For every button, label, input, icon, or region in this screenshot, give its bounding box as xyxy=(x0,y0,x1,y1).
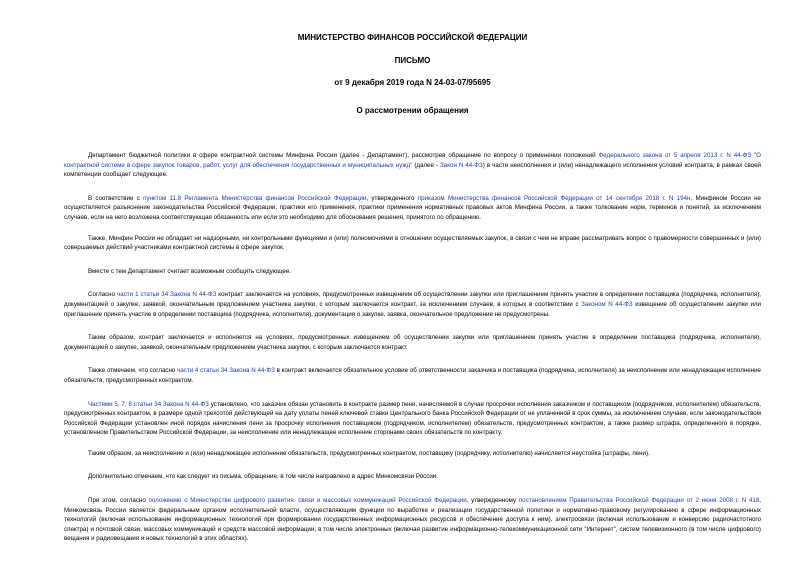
paragraph xyxy=(64,290,761,319)
legal-reference-link[interactable]: положению о Министерстве цифрового развития, связи и массовых коммуникаций Российской Федерации xyxy=(148,497,467,505)
paragraph-text: При этом, согласно xyxy=(88,497,149,505)
paragraph-text: Также, Минфин России не обладает ни надзорными, ни контрольными функциями и (или) полномочиями в отношении осуществляемых закупок, в связи с чем не вправе рассматривать вопрос о правомерности совершенных и (или) совершаемых действий участниками контрактной системы в сфере закупок. xyxy=(64,234,761,252)
paragraph-text: Дополнительно отмечаем, что как следует из письма, обращение, в том числе направлено в адрес Минкомсвязи России. xyxy=(88,473,438,481)
legal-reference-link[interactable]: Частями 5, 7, 8 статьи 34 Закона N 44-ФЗ xyxy=(88,400,209,408)
paragraph xyxy=(64,333,761,352)
paragraph-text: (далее - xyxy=(412,161,441,169)
paragraph xyxy=(64,151,761,180)
legal-reference-link[interactable]: части 4 статьи 34 Закона N 44-ФЗ xyxy=(177,367,275,375)
paragraph-text: Таким образом, контракт заключается и исполняется на условиях, предусмотренных извещением об осуществлении закупки или приглашением принять участие в определении поставщика (подрядчика, исполнителя), документацией о закупке, заявкой, окончательным предложением участника закупки, с которым заключается контракт. xyxy=(64,334,761,351)
paragraph-text: Вместе с тем Департамент считает возможным сообщить следующее. xyxy=(88,267,291,275)
document-type: ПИСЬМО xyxy=(394,56,431,65)
paragraph-text: , утвержденному xyxy=(466,497,519,505)
paragraph-text: Таким образом, за неисполнение и (или) ненадлежащее исполнение обязательств, предусмотренных контрактом, поставщику (подрядчику, исполнителю) начисляется неустойка (штрафы, пени). xyxy=(88,449,650,457)
paragraph xyxy=(64,496,761,544)
legal-reference-link[interactable]: пунктом 11.8 Регламента Министерства финансов Российской Федерации xyxy=(143,194,367,202)
legal-reference-link[interactable]: приказом Министерства финансов Российской Федерации от 14 сентября 2018 г. N 194н xyxy=(417,194,691,202)
legal-reference-link[interactable]: Законом N 44-ФЗ xyxy=(581,300,633,308)
document-subject: О рассмотрении обращения xyxy=(356,106,469,115)
paragraph-text: , Минкомсвязь России является федеральным органом исполнительной власти, осуществляющим функции по выработке и реализации государственной политики и нормативно-правовому регулированию в сфере информационных технологий (включая использование информационных технологий при формировании государственных информационных ресурсов и обеспечение доступа к ним), электросвязи (включая использование и конверсию радиочастотного спектра) и почтовой связи, массовых коммуникаций и средств массовой информации, в том числе электронных (включая развитие информационно-телекоммуникационной сети "Интернет", систем телевизионного (в том числе цифрового) вещания и радиовещания и новых технологий в этих областях). xyxy=(64,497,761,543)
paragraph-text: контракт заключается на условиях, предусмотренных извещением об осуществлении закупки или приглашением принять участие в определении поставщика (подрядчика, исполнителя), документацией о закупке, заявкой, окончательным предложением участника закупки, с которым заключается контракт, за исключением случаев, в которых в соответствии с xyxy=(64,291,761,308)
paragraph xyxy=(64,472,761,482)
paragraph-text: Департамент бюджетной политики в сфере контрактной системы Минфина России (далее - Департамент), рассмотрев обращение по вопросу о применении положений xyxy=(88,152,599,159)
paragraph xyxy=(64,267,761,277)
document-body xyxy=(64,116,761,544)
legal-reference-link[interactable]: части 1 статьи 34 Закона N 44-ФЗ xyxy=(117,291,217,299)
paragraph-text: ) в части неисполнения и (или) ненадлежащего исполнения условий контракта, в рамках своей компетенции сообщает следующее. xyxy=(64,161,762,179)
paragraph-text: установлено, что заказчик обязан установить в контракте размер пени, начисляемой в случае просрочки исполнения заказчиком и поставщиком (подрядчиком, исполнителем) обязательств, предусмотренных контрактом, в размере одной трехсотой действующей на дату уплаты пеней ключевой ставки Центрального банка Российской Федерации от не уплаченной в срок суммы, за исключением случаев, если законодательством Российской Федерации установлен иной порядок начисления пени за просрочку исполнения поставщиком (подрядчиком, исполнителем) обязательств, предусмотренных контрактом, а также размер штрафа, определенного в порядке, установленном Правительством Российской Федерации, за неисполнение или ненадлежащее исполнение сторонами своих обязательств по контракту. xyxy=(64,400,761,437)
paragraph-text: Согласно xyxy=(88,291,118,299)
paragraph-text: В соответствии с xyxy=(88,194,144,202)
paragraph-text: , утвержденного xyxy=(366,194,418,202)
paragraph-text: , Минфином России не осуществляется разъяснение законодательства Российской Федерации, практики его применения, практики применения нормативных правовых актов Минфина России, а также толкование норм, терминов и понятий, за исключением случаев, если на него возложена соответствующая обязанность или если это необходимо для обоснования решения, принятого по обращению. xyxy=(64,194,761,221)
paragraph-text: в контракт включается обязательное условие об ответственности заказчика и поставщика (подрядчика, исполнителя) за неисполнение или ненадлежащее исполнение обязательств, предусмотренных контрактом. xyxy=(64,367,762,384)
paragraph xyxy=(64,400,761,438)
paragraph-text: извещение об осуществлении закупки или приглашение принять участие в определении поставщика (подрядчика, исполнителя), документация о закупке, заявка, окончательное предложение не предусмотрены. xyxy=(64,300,761,318)
legal-reference-link[interactable]: Федерального закона от 5 апреля 2013 г. N 44-ФЗ "О контрактной системе в сфере закупок товаров, работ, услуг для обеспечения государственных и муниципальных нужд" xyxy=(64,152,761,169)
paragraph xyxy=(64,366,761,385)
paragraph xyxy=(64,234,761,253)
ministry-title: МИНИСТЕРСТВО ФИНАНСОВ РОССИЙСКОЙ ФЕДЕРАЦИИ xyxy=(297,33,528,42)
paragraph xyxy=(64,194,761,223)
paragraph-text: Также отмечаем, что согласно xyxy=(88,367,178,375)
legal-reference-link[interactable]: Закон N 44-ФЗ xyxy=(440,161,483,169)
document-date-number: от 9 декабря 2019 года N 24-03-07/95695 xyxy=(334,78,491,87)
legal-reference-link[interactable]: постановлением Правительства Российской Федерации от 2 июня 2008 г. N 418 xyxy=(518,497,760,505)
paragraph xyxy=(64,449,761,459)
